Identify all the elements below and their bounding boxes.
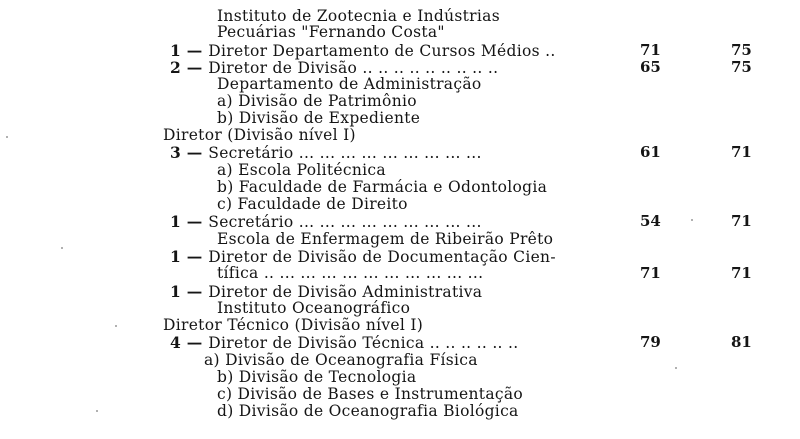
sub-item: b) Divisão de Tecnologia bbox=[217, 368, 417, 386]
paper-speck bbox=[675, 367, 677, 369]
category-heading: Diretor (Divisão nível I) bbox=[163, 126, 356, 144]
entry-line: 3 — Secretário ... ... ... ... ... ... ... ... ... bbox=[170, 143, 482, 162]
value-col2: 75 bbox=[731, 41, 752, 59]
value-col2: 81 bbox=[731, 333, 752, 351]
sub-item: d) Divisão de Oceanografia Biológica bbox=[217, 402, 519, 420]
heading-institute-line1: Instituto de Zootecnia e Indústrias bbox=[217, 7, 500, 25]
entry-continuation: tífica .. ... ... ... ... ... ... ... ... ... ... bbox=[217, 264, 484, 282]
value-col2: 71 bbox=[731, 143, 752, 161]
paper-speck bbox=[6, 136, 8, 138]
section-heading: Instituto Oceanográfico bbox=[217, 299, 411, 317]
section-heading: Escola de Enfermagem de Ribeirão Prêto bbox=[217, 230, 554, 248]
heading-institute-line2: Pecuárias "Fernando Costa" bbox=[217, 23, 445, 41]
value-col2: 71 bbox=[731, 212, 752, 230]
sub-item: b) Divisão de Expediente bbox=[217, 109, 421, 127]
entry-line: 4 — Diretor de Divisão Técnica .. .. .. .. .. .. bbox=[170, 333, 519, 352]
value-col1: 61 bbox=[640, 143, 661, 161]
sub-item: a) Divisão de Patrimônio bbox=[217, 92, 417, 110]
sub-item: c) Divisão de Bases e Instrumentação bbox=[217, 385, 524, 403]
value-col2: 75 bbox=[731, 58, 752, 76]
value-col1: 71 bbox=[640, 41, 661, 59]
entry-line: 1 — Diretor de Divisão de Documentação Cien- bbox=[170, 247, 556, 266]
entry-line: 1 — Diretor de Divisão Administrativa bbox=[170, 282, 483, 301]
paper-speck bbox=[96, 410, 98, 412]
value-col1: 79 bbox=[640, 333, 661, 351]
sub-item: a) Escola Politécnica bbox=[217, 161, 386, 179]
section-heading: Departamento de Administração bbox=[217, 75, 482, 93]
entry-line: 1 — Diretor Departamento de Cursos Médios .. bbox=[170, 41, 556, 60]
sub-item: a) Divisão de Oceanografia Física bbox=[204, 351, 478, 369]
value-col2: 71 bbox=[731, 264, 752, 282]
category-heading: Diretor Técnico (Divisão nível I) bbox=[163, 316, 424, 334]
entry-line: 2 — Diretor de Divisão .. .. .. .. .. .. .. .. .. bbox=[170, 58, 499, 77]
value-col1: 71 bbox=[640, 264, 661, 282]
entry-line: 1 — Secretário ... ... ... ... ... ... ... ... ... bbox=[170, 212, 482, 231]
paper-speck bbox=[691, 219, 693, 221]
value-col1: 65 bbox=[640, 58, 661, 76]
paper-speck bbox=[61, 247, 63, 249]
value-col1: 54 bbox=[640, 212, 661, 230]
paper-speck bbox=[115, 325, 117, 327]
sub-item: b) Faculdade de Farmácia e Odontologia bbox=[217, 178, 548, 196]
sub-item: c) Faculdade de Direito bbox=[217, 195, 408, 213]
